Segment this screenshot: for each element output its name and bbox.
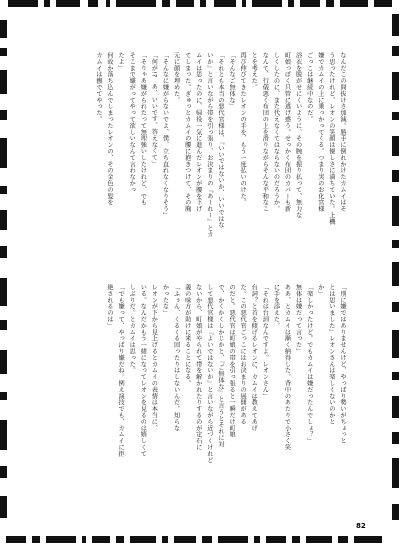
text-line: か」 [316, 284, 324, 297]
crop-mark-segment [0, 20, 7, 38]
text-line: 「それは台詞なんですよ。レオンさん」 [261, 284, 269, 400]
crop-mark-segment [106, 0, 110, 7]
text-line: 何故か落ち込んでしまったレオンの、その金色の髪を [106, 52, 114, 206]
text-line: 再び伸びてきたレオンの手を、もう一度払いのけた。 [239, 52, 247, 206]
crop-mark-segment [116, 0, 156, 7]
crop-mark-segment [0, 278, 7, 306]
left-crop-marks [0, 0, 8, 545]
text-line: かったな」 [161, 284, 169, 316]
crop-mark-segment [392, 330, 399, 358]
text-line: た。この悪代官ごっこにはお決まりの展開がある [239, 284, 247, 425]
text-line: のだと。悪代官は町娘の帯を引っ張ると一瞬だけ町娘 [228, 284, 236, 438]
text-line: で、かくかくしかじかと、『ご無体な』と言うとそれに対 [216, 284, 224, 448]
crop-mark-segment [254, 536, 260, 543]
text-line: 「ふぅん、くるくる回ったりはしないんだ。知らな [172, 284, 180, 432]
text-line: ああ、とカムイは漸く納得した。背中のあたりで小さく笑 [283, 284, 291, 451]
lower-text-tier [32, 284, 348, 466]
crop-mark-segment [392, 396, 399, 418]
text-line: 「別に嫌ではありませんけど、やっぱり勢いがちょっと [339, 284, 346, 444]
crop-mark-segment [392, 240, 399, 248]
crop-mark-segment [392, 458, 399, 488]
text-line: いる。なんだかもう一緒になってレオンを見るのは嬉しくて [139, 284, 147, 457]
crop-mark-segment [46, 536, 76, 543]
crop-mark-segment [0, 320, 7, 330]
crop-mark-segment [306, 536, 332, 543]
text-line: たよ」 [117, 52, 125, 72]
text-line: カムイは撫でてやった。 [94, 52, 102, 123]
crop-mark-segment [32, 536, 40, 543]
text-line: ないから、町娘がやられて帯を解かれたりするのが定石に [194, 284, 202, 451]
text-line: 無体は嫌だって言った」 [294, 284, 302, 355]
crop-mark-segment [218, 536, 248, 543]
text-line: 元に顔を埋めた。 [172, 52, 180, 104]
crop-mark-segment [162, 536, 168, 543]
text-line: 台詞？と首を傾げるレオンに、カムイは教えてあげ [250, 284, 258, 432]
text-line: てしまった。ぎゅっとカムイの腰に抱きつけて、その胸 [183, 52, 191, 212]
crop-mark-segment [214, 0, 236, 7]
upper-text-tier [32, 52, 348, 258]
text-line: いか』と言いながら帯を引っ張り、お決まりの『あーれー』とカ [205, 52, 213, 238]
crop-mark-segment [162, 0, 170, 7]
crop-mark-segment [202, 536, 212, 543]
text-line: とは思いました」レオンさんは楽しくないのかと [327, 284, 335, 425]
crop-mark-segment [338, 536, 348, 543]
crop-mark-segment [392, 196, 399, 226]
crop-mark-segment [374, 0, 392, 7]
top-crop-marks [0, 0, 400, 8]
crop-mark-segment [266, 536, 286, 543]
right-crop-marks [392, 0, 400, 545]
crop-mark-segment [252, 0, 282, 7]
crop-mark-segment [0, 70, 7, 94]
text-line: なんて、行儀悪く布団の上を滑りながらそんな平和なこ [261, 52, 269, 212]
crop-mark-segment [392, 72, 399, 100]
crop-mark-segment [392, 372, 399, 380]
crop-mark-segment [0, 138, 7, 168]
crop-mark-segment [0, 350, 7, 374]
text-line: 「そりゃあ嫌がられたって無理強いしたけれど、でも [139, 52, 147, 206]
text-line: 「何が!? あ、いいです。答えなくて」 [150, 52, 158, 167]
crop-mark-segment [0, 496, 7, 518]
text-line: 絶されるのは」 [106, 284, 114, 329]
text-line: して悪代官様は『よいではないか』と言いながら近づくけれど [205, 284, 213, 464]
text-line: 「そんなご無体な」 [228, 52, 236, 110]
text-line: う思ったけれど、レオンの笑顔は優しさに満ちていた。上機 [327, 52, 335, 225]
crop-mark-segment [392, 262, 399, 286]
crop-mark-segment [392, 112, 399, 120]
crop-mark-segment [0, 466, 7, 478]
crop-mark-segment [392, 14, 399, 36]
crop-mark-segment [0, 420, 7, 450]
text-line: とを考えた。 [250, 52, 258, 91]
crop-mark-segment [0, 48, 7, 56]
text-line: 嫌でカムイの上に乗っかってくる。つまり実のお化官様 [316, 52, 324, 212]
crop-mark-segment [88, 0, 98, 7]
crop-mark-segment [292, 536, 300, 543]
text-line: 義の味方が助けに来ることになる。 [183, 284, 191, 387]
crop-mark-segment [0, 392, 7, 400]
crop-mark-segment [326, 0, 334, 7]
crop-mark-segment [392, 46, 399, 56]
crop-mark-segment [340, 0, 368, 7]
crop-mark-segment [392, 136, 399, 156]
text-line: 浴衣を脱がせにくいように、その腕を振り払って、無力な [294, 52, 302, 219]
text-line: 「でも嫌って、やっぱり嫌だね。例え演技でも、カムイに拒 [117, 284, 125, 457]
crop-mark-segment [0, 210, 7, 230]
crop-mark-segment [130, 536, 156, 543]
crop-mark-segment [8, 0, 38, 7]
text-line: 「それとも本当の悪代官様は、『いいではないか、いいではな [216, 52, 224, 229]
crop-mark-segment [0, 186, 7, 194]
crop-mark-segment [354, 536, 382, 543]
crop-mark-segment [392, 432, 399, 444]
crop-mark-segment [392, 504, 399, 520]
text-line: そこまで嫌がってやって欲しいなんて言わなかっ [128, 52, 136, 193]
text-line: 「そんなに嫌がらないでよ、僕、立ち直れなくなりそう」 [161, 52, 169, 219]
book-page [16, 16, 372, 528]
crop-mark-segment [0, 110, 7, 120]
crop-mark-segment [56, 0, 80, 7]
bottom-crop-marks [0, 536, 400, 545]
crop-mark-segment [300, 0, 320, 7]
crop-mark-segment [242, 0, 246, 7]
crop-mark-segment [174, 536, 196, 543]
crop-mark-segment [82, 536, 86, 543]
crop-mark-segment [176, 0, 194, 7]
crop-mark-segment [200, 0, 206, 7]
text-line: 町娘っぽく只管に逃げ惑う。せっかく布団のカバーも新 [283, 52, 291, 212]
crop-mark-segment [6, 536, 26, 543]
crop-mark-segment [0, 246, 7, 258]
crop-mark-segment [116, 536, 124, 543]
text-line: しぶりだ。とカムイは思った。 [128, 284, 136, 374]
text-line: ムイは思ったのに、帰役一気に進んだレオンが腰を下げ [194, 52, 202, 212]
crop-mark-segment [44, 0, 50, 7]
crop-mark-segment [288, 0, 294, 7]
text-line: に手を添えた。 [272, 284, 280, 329]
text-line: しくしたのに、また代えなくてはならないのだろうか。 [272, 52, 280, 212]
page-number: 82 [356, 522, 366, 530]
text-line: ごっこは継続中なのだ。 [305, 52, 313, 123]
crop-mark-segment [92, 536, 110, 543]
text-line: なんだこの間抜けさ加減。勝手に倒れかけたカムイはそ [339, 52, 346, 212]
text-line: レオンが下から見上げるとカムイの表情は本当に、 [150, 284, 158, 432]
crop-mark-segment [392, 302, 399, 312]
text-line: 「楽しかったけど。でもカムイは嫌だったんでしょ？」 [305, 284, 313, 444]
crop-mark-segment [392, 170, 399, 182]
